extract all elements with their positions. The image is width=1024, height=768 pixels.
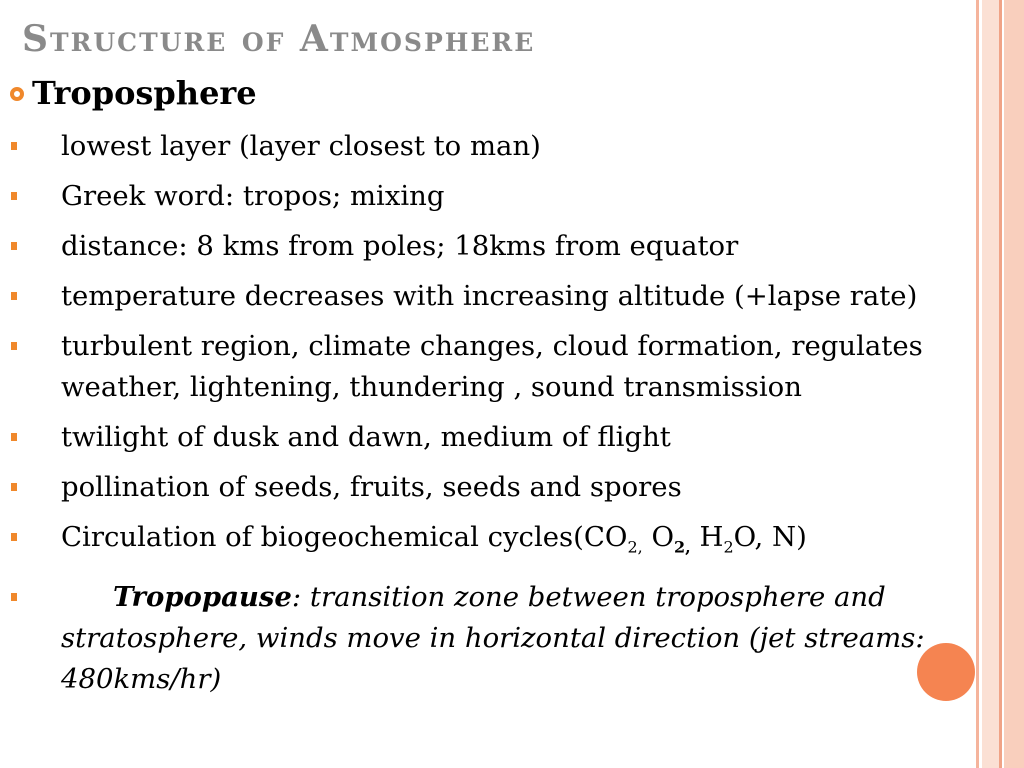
list-item bbox=[0, 126, 960, 167]
list-item bbox=[0, 226, 960, 267]
cycles-prefix: Circulation of biogeochemical cycles(CO bbox=[61, 521, 628, 553]
cycles-suffix: O, N) bbox=[733, 521, 807, 553]
slide-title: Structure of Atmosphere bbox=[22, 18, 536, 60]
bullet-list bbox=[0, 126, 960, 709]
square-bullet-icon bbox=[11, 533, 17, 541]
list-item-text: pollination of seeds, fruits, seeds and spores bbox=[61, 471, 682, 503]
list-item bbox=[0, 417, 960, 458]
square-bullet-icon bbox=[11, 142, 17, 150]
tropopause-term: Tropopause bbox=[113, 580, 292, 613]
section-heading: Troposphere bbox=[32, 74, 257, 112]
tropopause-text: : transition zone between troposphere and stratosphere, winds move in horizontal direction (jet streams: 480kms/hr) bbox=[61, 580, 925, 695]
square-bullet-icon bbox=[11, 242, 17, 250]
stripe bbox=[1004, 0, 1024, 768]
cycles-h: H bbox=[690, 521, 724, 553]
o2-subscript: 2, bbox=[674, 537, 691, 557]
indent bbox=[61, 581, 113, 613]
list-item-text: lowest layer (layer closest to man) bbox=[61, 130, 541, 162]
list-item-text: Greek word: tropos; mixing bbox=[61, 180, 445, 212]
list-item bbox=[0, 276, 960, 317]
orange-ring-icon bbox=[10, 87, 24, 101]
square-bullet-icon bbox=[11, 483, 17, 491]
stripe bbox=[976, 0, 979, 768]
list-item-text: temperature decreases with increasing altitude (+lapse rate) bbox=[61, 280, 918, 312]
square-bullet-icon bbox=[11, 292, 17, 300]
section-heading-row bbox=[10, 74, 257, 112]
list-item-text: turbulent region, climate changes, cloud formation, regulates weather, lightening, thundering , sound transmission bbox=[61, 330, 923, 403]
square-bullet-icon bbox=[11, 342, 17, 350]
square-bullet-icon bbox=[11, 192, 17, 200]
square-bullet-icon bbox=[11, 593, 17, 601]
list-item bbox=[0, 467, 960, 508]
co2-subscript: 2, bbox=[627, 537, 643, 557]
stripe bbox=[999, 0, 1002, 768]
list-item bbox=[0, 326, 960, 408]
decorative-side-stripes bbox=[976, 0, 1024, 768]
list-item-text: distance: 8 kms from poles; 18kms from equator bbox=[61, 230, 739, 262]
stripe bbox=[982, 0, 999, 768]
list-item-tropopause bbox=[0, 577, 960, 700]
list-item bbox=[0, 176, 960, 217]
square-bullet-icon bbox=[11, 433, 17, 441]
decorative-orange-circle bbox=[917, 643, 975, 701]
list-item-cycles bbox=[0, 517, 960, 568]
list-item-text: twilight of dusk and dawn, medium of flight bbox=[61, 421, 671, 453]
cycles-o: O bbox=[642, 521, 674, 553]
h2o-subscript: 2 bbox=[723, 537, 734, 557]
